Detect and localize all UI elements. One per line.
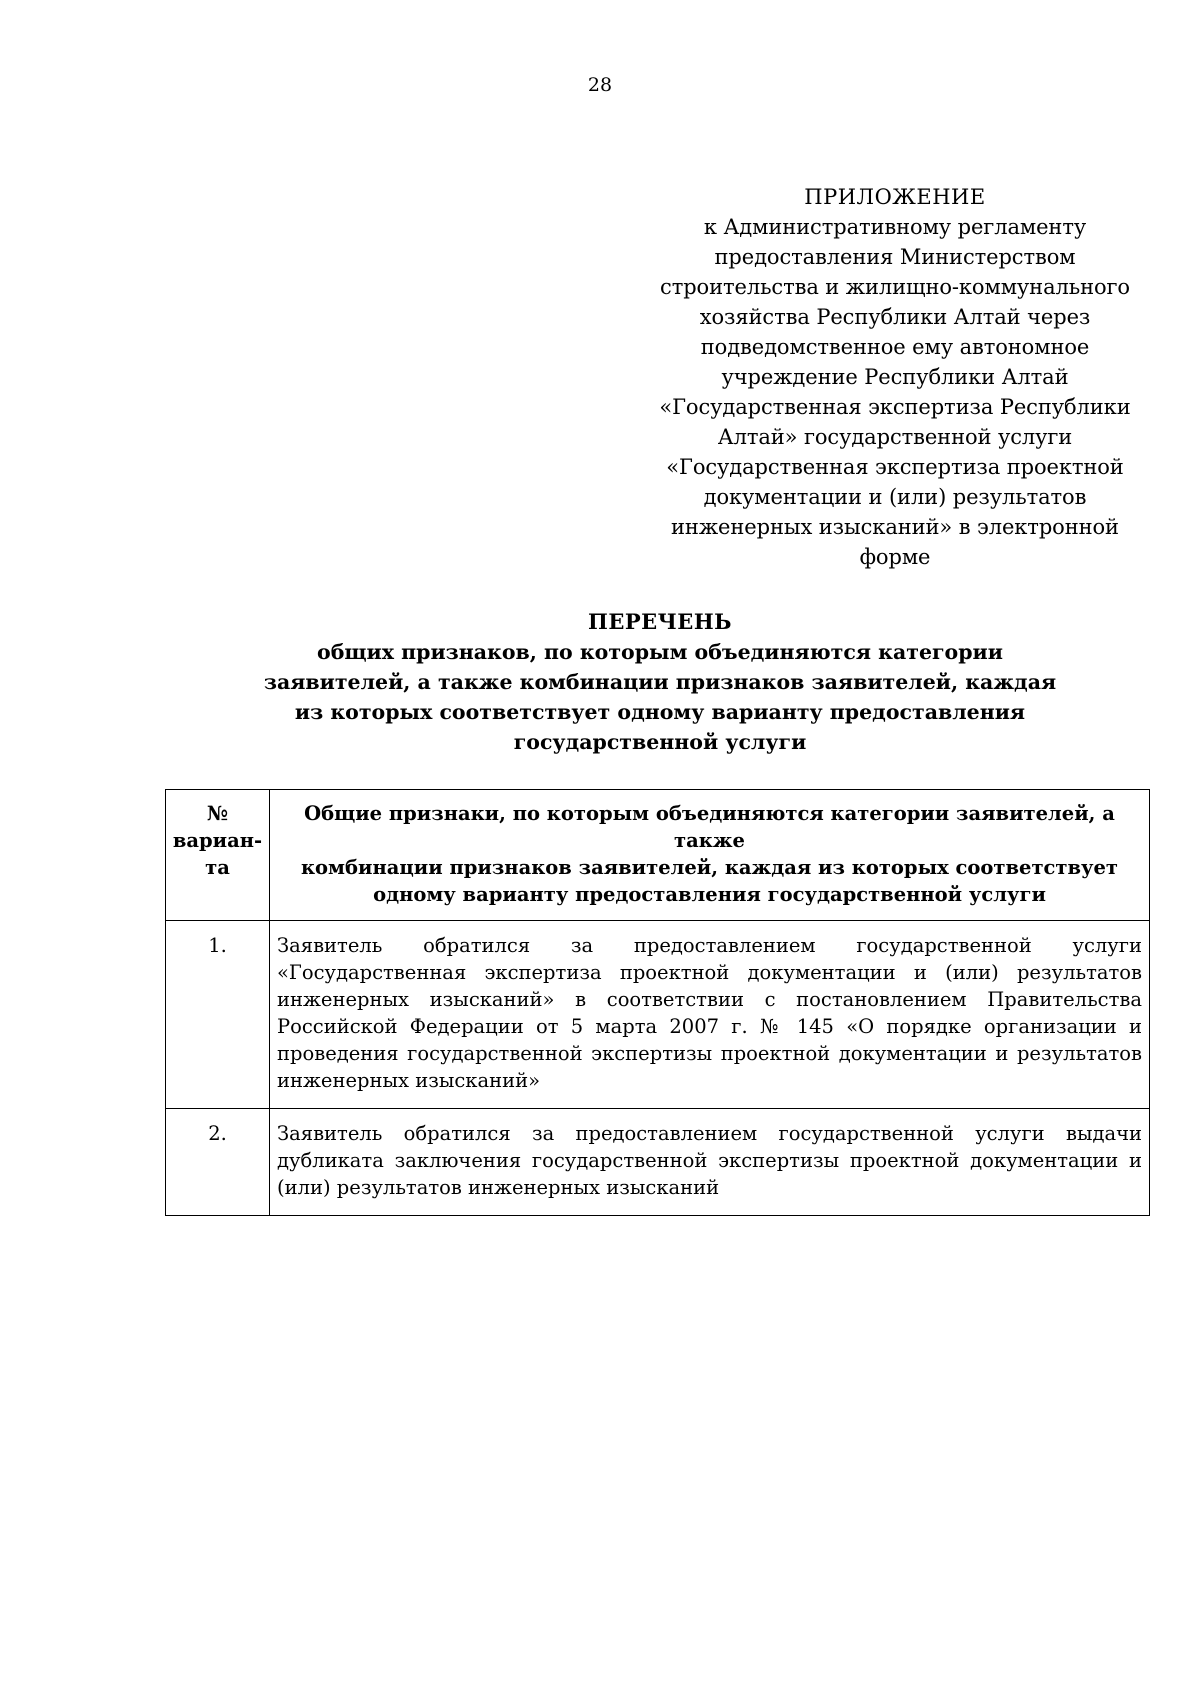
header-text: комбинации признаков заявителей, каждая из которых соответствует [300, 856, 1119, 879]
table-header-row [166, 790, 1150, 921]
appendix-line: строительства и жилищно-коммунального [660, 275, 1130, 299]
appendix-line: предоставления Министерством [714, 245, 1076, 269]
row-variant-number: 1. [166, 921, 270, 1109]
document-subtitle-line: общих признаков, по которым объединяются категории [317, 640, 1003, 664]
appendix-line: форме [859, 545, 931, 569]
appendix-line: «Государственная экспертиза Республики [659, 395, 1131, 419]
appendix-line: к Административному регламенту [703, 215, 1087, 239]
header-text: Общие признаки, по которым объединяются категории заявителей, а также [304, 802, 1115, 852]
header-text: та [205, 856, 230, 879]
document-subtitle-line: из которых соответствует одному варианту предоставления [294, 700, 1026, 724]
header-variant-number [166, 790, 270, 921]
row-criteria-text: Заявитель обратился за предоставлением государственной услуги выдачи дубликата заключения государственной экспертизы проектной документации и (или) результатов инженерных изысканий [270, 1109, 1150, 1216]
appendix-title: ПРИЛОЖЕНИЕ [804, 185, 986, 209]
header-text: № [206, 802, 229, 825]
appendix-line: «Государственная экспертиза проектной [666, 455, 1124, 479]
table-row [166, 1109, 1150, 1216]
document-title: ПЕРЕЧЕНЬ [588, 609, 732, 634]
row-variant-number: 2. [166, 1109, 270, 1216]
header-text: вариан- [172, 829, 263, 852]
appendix-line: документации и (или) результатов [703, 485, 1087, 509]
header-criteria [270, 790, 1150, 921]
page-number: 28 [587, 74, 613, 96]
appendix-line: инженерных изысканий» в электронной [671, 515, 1119, 539]
appendix-line: учреждение Республики Алтай [721, 365, 1069, 389]
document-subtitle-line: государственной услуги [513, 730, 807, 754]
appendix-block [635, 182, 1155, 572]
appendix-line: Алтай» государственной услуги [717, 425, 1073, 449]
document-subtitle-line: заявителей, а также комбинации признаков заявителей, каждая [263, 670, 1057, 694]
table-row [166, 921, 1150, 1109]
appendix-line: хозяйства Республики Алтай через [699, 305, 1091, 329]
appendix-line: подведомственное ему автономное [700, 335, 1090, 359]
document-heading [150, 607, 1170, 757]
criteria-table [165, 789, 1150, 1216]
row-criteria-text: Заявитель обратился за предоставлением государственной услуги «Государственная экспертиза проектной документации и (или) результатов инженерных изысканий» в соответствии с постановлением Правительства Российской Федерации от 5 марта 2007 г. № 145 «О порядке организации и проведения государственной экспертизы проектной документации и результатов инженерных изысканий» [270, 921, 1150, 1109]
header-text: одному варианту предоставления государственной услуги [373, 883, 1046, 906]
